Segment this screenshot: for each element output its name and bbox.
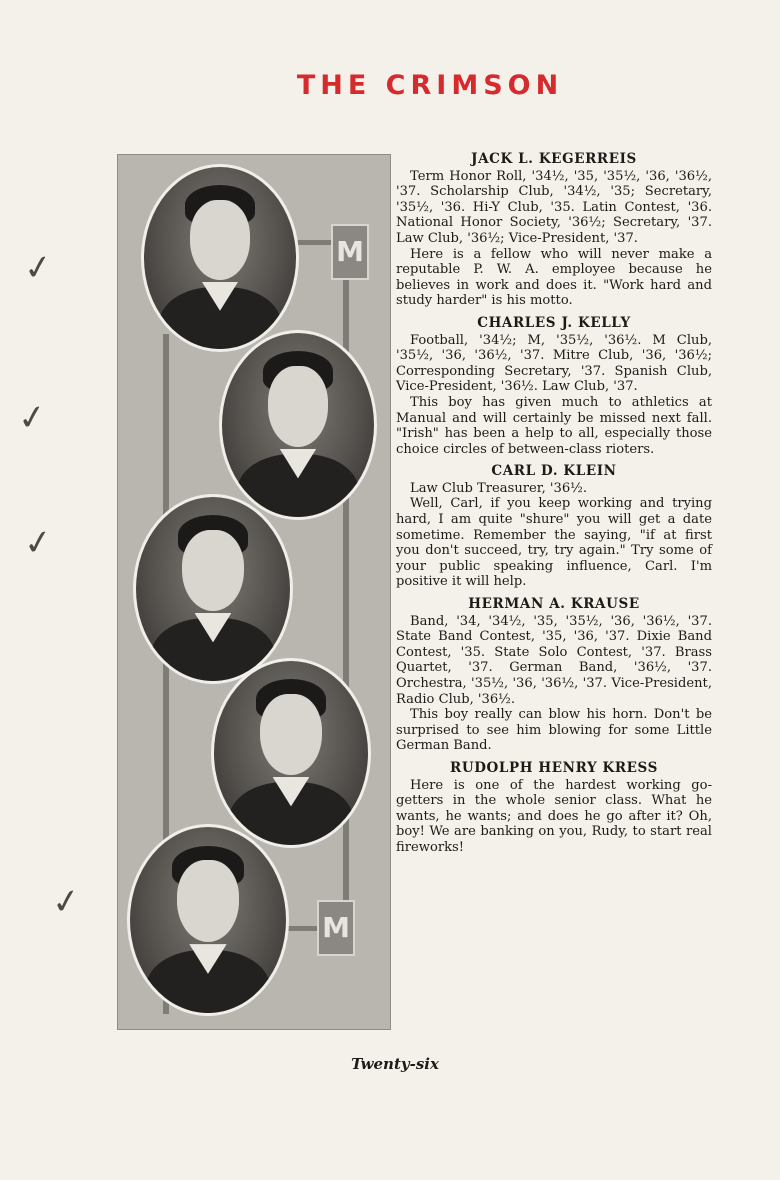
bio-kelly xyxy=(396,316,712,457)
bio-text: Here is one of the hardest working go-getters in the whole senior class. What he wants, he wants; and does he go after it? Oh, boy! We are banking on you, Rudy, to start real fireworks! xyxy=(396,777,712,855)
student-name: CHARLES J. KELLY xyxy=(477,314,631,331)
bio-krause xyxy=(396,597,712,754)
bio-text: Well, Carl, if you keep working and trying hard, I am quite "shure" you will get a date sometime. Remember the saying, "if at first you don't succeed, try, try again." Try some of your public speaking influence, Carl. I'm positive it will help. xyxy=(396,496,712,590)
decorative-rail xyxy=(287,926,319,931)
check-mark: ✓ xyxy=(21,521,56,565)
portrait-klein xyxy=(133,494,293,684)
bio-kress xyxy=(396,761,712,856)
check-mark: ✓ xyxy=(21,246,56,290)
bio-kegerreis xyxy=(396,152,712,309)
bio-text: This boy has given much to athletics at Manual and will certainly be missed next fall. "Irish" has been a help to all, especially those choice circles of between-class rioters. xyxy=(396,394,712,457)
portrait-kress xyxy=(127,824,289,1016)
biographies-column xyxy=(396,152,712,863)
bio-text: This boy really can blow his horn. Don't be surprised to see him blowing for some Little German Band. xyxy=(396,707,712,754)
monogram-block: M xyxy=(317,900,355,956)
activities-text: Term Honor Roll, '34½, '35, '35½, '36, '36½, '37. Scholarship Club, '34½, '35; Secretary, '35½, '36. Hi-Y Club, '35. Latin Contest, '36. National Honor Society, '36½; Secretary, '37. Law Club, '36½; Vice-President, '37. xyxy=(396,168,712,246)
decorative-rail xyxy=(297,240,331,245)
portrait-krause xyxy=(211,658,371,848)
portrait-kelly xyxy=(219,330,377,520)
student-name: HERMAN A. KRAUSE xyxy=(468,596,640,613)
student-name: CARL D. KLEIN xyxy=(491,463,617,480)
portrait-kegerreis xyxy=(141,164,299,352)
page-number: Twenty-six xyxy=(351,1055,439,1073)
check-mark: ✓ xyxy=(15,396,50,440)
bio-klein xyxy=(396,464,712,590)
student-name: RUDOLPH HENRY KRESS xyxy=(450,759,658,776)
activities-text: Band, '34, '34½, '35, '35½, '36, '36½, '37. State Band Contest, '35, '36, '37. Dixie Band Contest, '35. State Solo Contest, '37. Brass Quartet, '37. German Band, '36½, '37. Orchestra, '35½, '36, '36½, '37. Vice-President, Radio Club, '36½. xyxy=(396,613,712,707)
check-mark: ✓ xyxy=(49,880,84,924)
activities-text: Football, '34½; M, '35½, '36½. M Club, '35½, '36, '36½, '37. Mitre Club, '36, '36½; Corresponding Secretary, '37. Spanish Club, Vice-President, '36½. Law Club, '37. xyxy=(396,332,712,395)
page-title: THE CRIMSON xyxy=(296,70,564,101)
bio-text: Here is a fellow who will never make a reputable P. W. A. employee because he believes in work and does it. "Work hard and study harder" is his motto. xyxy=(396,246,712,309)
photo-panel xyxy=(117,154,391,1030)
monogram-block: M xyxy=(331,224,369,280)
student-name: JACK L. KEGERREIS xyxy=(471,151,637,167)
activities-text: Law Club Treasurer, '36½. xyxy=(410,480,588,496)
